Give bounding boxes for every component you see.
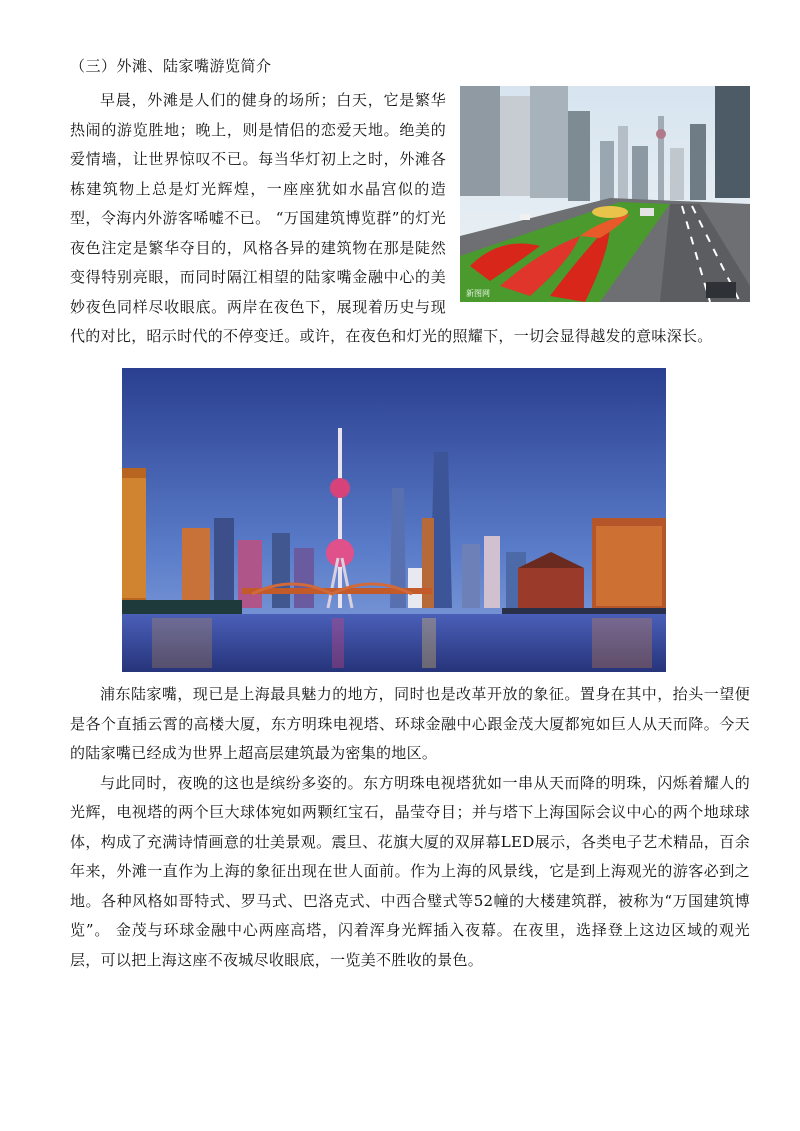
lujiazui-night-illustration — [122, 368, 666, 672]
photo-watermark: 新图网 — [466, 289, 490, 298]
intro-paragraph: 早晨，外滩是人们的健身的场所；白天，它是繁华热闹的游览胜地；晚上，则是情侣的恋爱天地。绝美的爱情墙，让世界惊叹不已。每当华灯初上之时，外滩各栋建筑物上总是灯光辉煌，一座座犹如水晶宫似的造型，令海内外游客唏嘘不已。 “万国建筑博览群”的灯光夜色注定是繁华夺目的，风格各异的建筑物在那是陡然变得特别亮眼，而同时隔江相望的陆家嘴金融中心的美妙夜色同样尽收眼底。两岸在夜色下，展现着历史与现代的对比，昭示时代的不停变迁。或许，在夜色和灯光的照耀下，一切会显得越发的意味深长。 — [70, 91, 713, 345]
bund-road-illustration — [460, 86, 750, 302]
lujiazui-paragraph: 浦东陆家嘴，现已是上海最具魅力的地方，同时也是改革开放的象征。置身在其中，抬头一望便是各个直插云霄的高楼大厦，东方明珠电视塔、环球金融中心跟金茂大厦都宛如巨人从天而降。今天的陆家嘴已经成为世界上超高层建筑最为密集的地区。 — [70, 685, 750, 762]
night-scene-paragraph: 与此同时，夜晚的这也是缤纷多姿的。东方明珠电视塔犹如一串从天而降的明珠，闪烁着耀人的光辉，电视塔的两个巨大球体宛如两颗红宝石，晶莹夺目；并与塔下上海国际会议中心的两个地球球体，构成了充满诗情画意的壮美景观。震旦、花旗大厦的双屏幕LED展示，各类电子艺术精品，百余年来，外滩一直作为上海的象征出现在世人面前。作为上海的风景线，它是到上海观光的游客必到之地。各种风格如哥特式、罗马式、巴洛克式、中西合璧式等52幢的大楼建筑群，被称为“万国建筑博览”。 金茂与环球金融中心两座高塔，闪着浑身光辉插入夜幕。在夜里，选择登上这边区域的观光层，可以把上海这座不夜城尽收眼底，一览美不胜收的景色。 — [70, 773, 750, 969]
intro-block — [70, 86, 750, 352]
body-block — [70, 680, 750, 975]
lujiazui-night-photo — [122, 368, 666, 672]
section-heading: （三）外滩、陆家嘴游览简介 — [70, 57, 272, 75]
bund-road-photo — [460, 86, 750, 302]
